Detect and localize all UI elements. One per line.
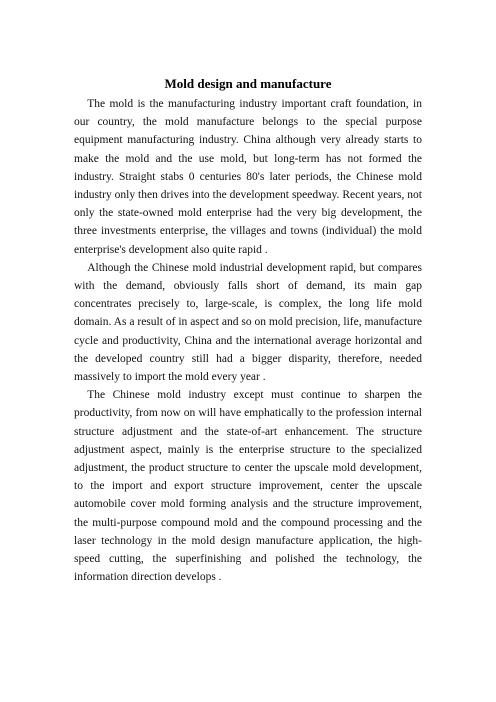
document-title: Mold design and manufacture	[164, 76, 332, 91]
paragraph-1: The mold is the manufacturing industry important craft foundation, in our country, the mold manufacture belongs to the special purpose equipment manufacturing industry. China although very already starts to make the mold and the use mold, but long-term has not formed the industry. Straight stabs 0 centuries 80's later periods, the Chinese mold industry only then drives into the development speedway. Recent years, not only the state-owned mold enterprise had the very big development, the three investments enterprise, the villages and towns (individual) the mold enterprise's development also quite rapid .	[74, 98, 422, 256]
paragraph-2: Although the Chinese mold industrial development rapid, but compares with the demand, obviously falls short of demand, its main gap concentrates precisely to, large-scale, is complex, the long life mold domain. As a result of in aspect and so on mold precision, life, manufacture cycle and productivity, China and the international average horizontal and the developed country still had a bigger disparity, therefore, needed massively to import the mold every year .	[74, 261, 422, 384]
document-body	[74, 95, 422, 586]
paragraph-3: The Chinese mold industry except must continue to sharpen the productivity, from now on will have emphatically to the profession internal structure adjustment and the state-of-art enhancement. The structure adjustment aspect, mainly is the enterprise structure to the specialized adjustment, the product structure to center the upscale mold development, to the import and export structure improvement, center the upscale automobile cover mold forming analysis and the structure improvement, the multi-purpose compound mold and the compound processing and the laser technology in the mold design manufacture application, the high-speed cutting, the superfinishing and polished the technology, the information direction develops .	[74, 389, 422, 584]
